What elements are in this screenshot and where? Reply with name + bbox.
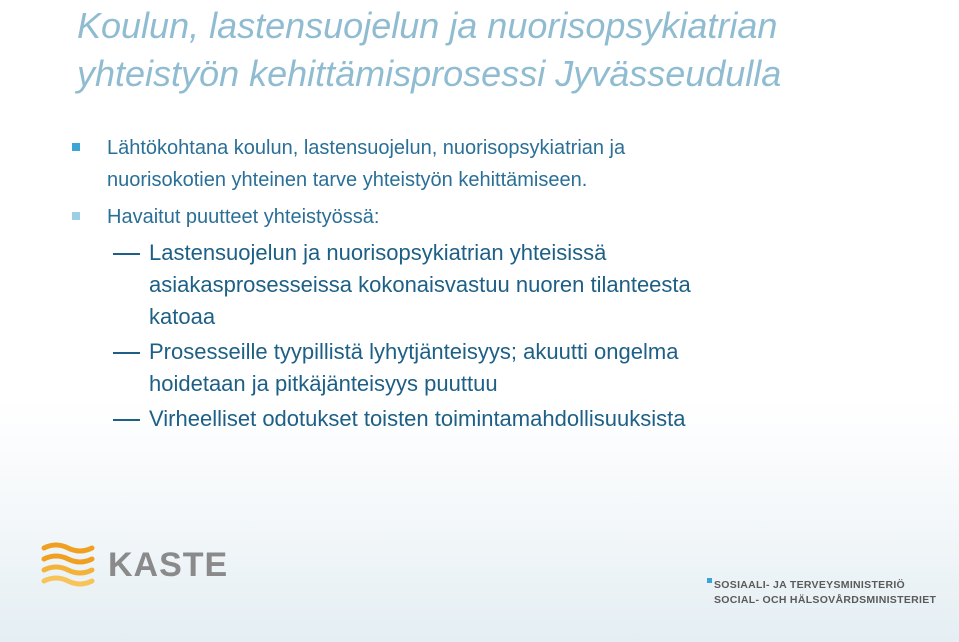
bullet-1-line-1: Lähtökohtana koulun, lastensuojelun, nuorisopsykiatrian ja	[107, 137, 626, 159]
sub-2-line-1: Prosesseille tyypillistä lyhytjänteisyys; akuutti ongelma	[149, 339, 679, 364]
sub-1-line-2: asiakasprosesseissa kokonaisvastuu nuoren tilanteesta	[149, 272, 691, 297]
title-line-2: yhteistyön kehittämisprosessi Jyvässeudulla	[77, 53, 782, 94]
kaste-logo-text: KASTE	[108, 545, 229, 584]
dash-bullet-icon	[113, 352, 140, 354]
dash-bullet-icon	[113, 419, 140, 421]
bullet-2-line-1: Havaitut puutteet yhteistyössä:	[107, 206, 380, 228]
title-line-1: Koulun, lastensuojelun ja nuorisopsykiatrian	[77, 5, 778, 46]
sub-bullet-item	[0, 237, 959, 333]
kaste-logo	[40, 540, 228, 590]
bullet-1-line-2: nuorisokotien yhteinen tarve yhteistyön kehittämiseen.	[107, 169, 588, 191]
slide-title	[77, 2, 781, 98]
bullet-item	[0, 132, 959, 196]
ministry-name-fi: SOSIAALI- JA TERVEYSMINISTERIÖ	[714, 579, 906, 591]
bullet-square-icon	[72, 212, 80, 220]
sub-3-line-1: Virheelliset odotukset toisten toimintamahdollisuuksista	[149, 406, 686, 431]
kaste-wave-icon	[40, 540, 98, 590]
bullet-item	[0, 201, 959, 233]
dash-bullet-icon	[113, 253, 140, 255]
ministry-name-sv: SOCIAL- OCH HÄLSOVÅRDSMINISTERIET	[714, 594, 937, 606]
sub-bullet-item	[0, 336, 959, 400]
sub-bullet-item	[0, 403, 959, 435]
bullet-list	[0, 132, 959, 435]
bullet-square-icon	[72, 143, 80, 151]
ministry-logo	[704, 578, 936, 608]
ministry-square-icon	[707, 578, 712, 583]
sub-2-line-2: hoidetaan ja pitkäjänteisyys puuttuu	[149, 371, 498, 396]
sub-1-line-3: katoaa	[149, 304, 216, 329]
sub-1-line-1: Lastensuojelun ja nuorisopsykiatrian yhteisissä	[149, 240, 607, 265]
